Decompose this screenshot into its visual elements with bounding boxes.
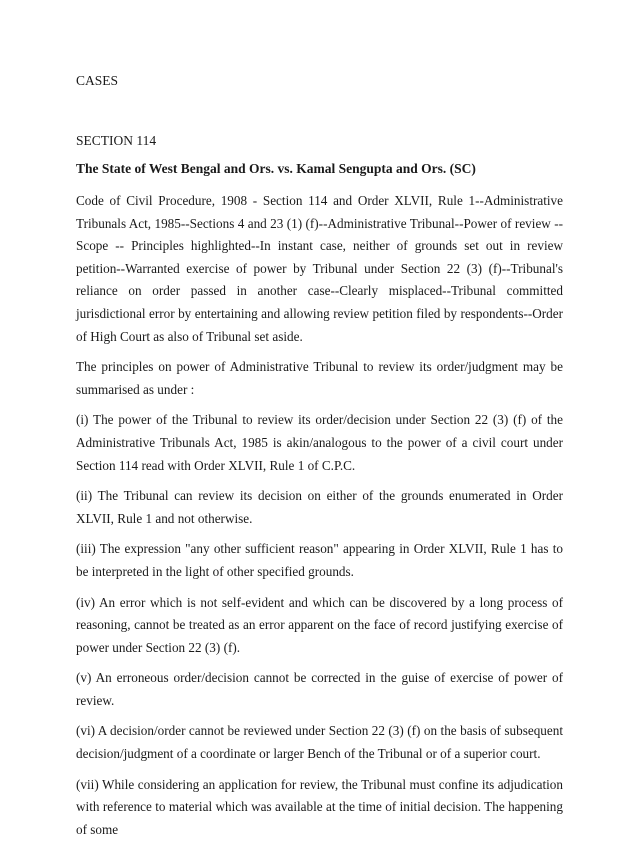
section-heading: SECTION 114 [76, 133, 157, 148]
principle-paragraph-vii: (vii) While considering an application for review, the Tribunal must confine its adjudication with reference to material which was available at the time of initial decision. The happening of some [76, 776, 563, 837]
principle-paragraph-vi: (vi) A decision/order cannot be reviewed under Section 22 (3) (f) on the basis of subsequent decision/judgment of a coordinate or larger Bench of the Tribunal or of a superior court. [76, 723, 563, 762]
principle-paragraph-ii: (ii) The Tribunal can review its decision on either of the grounds enumerated in Order XLVII, Rule 1 and not otherwise. [76, 488, 563, 526]
principles-intro-paragraph: The principles on power of Administrative Tribunal to review its order/judgment may be summarised as under : [76, 359, 563, 397]
document-body [76, 161, 563, 849]
principle-paragraph-iii: (iii) The expression "any other sufficient reason" appearing in Order XLVII, Rule 1 has to be interpreted in the light of other specified grounds. [76, 541, 563, 579]
headnote-paragraph: Code of Civil Procedure, 1908 - Section 114 and Order XLVII, Rule 1--Administrative Tribunals Act, 1985--Sections 4 and 23 (1) (f)--Administrative Tribunal--Power of review -- Scope -- Principles highlighted--In instant case, neither of grounds set out in review petition--Warranted exercise of power by Tribunal under Section 22 (3) (f)--Tribunal's reliance on order passed in another case--Clearly misplaced--Tribunal committed jurisdictional error by entertaining and allowing review petition filed by respondents--Order of High Court as also of Tribunal set aside. [76, 193, 563, 344]
document-heading: CASES [76, 73, 119, 88]
case-title: The State of West Bengal and Ors. vs. Kamal Sengupta and Ors. (SC) [76, 161, 476, 176]
principle-paragraph-iv: (iv) An error which is not self-evident and which can be discovered by a long process of reasoning, cannot be treated as an error apparent on the face of record justifying exercise of power under Section 22 (3) (f). [76, 594, 563, 655]
principle-paragraph-i: (i) The power of the Tribunal to review its order/decision under Section 22 (3) (f) of the Administrative Tribunals Act, 1985 is akin/analogous to the power of a civil court under Section 114 read with Order XLVII, Rule 1 of C.P.C. [76, 412, 563, 473]
principle-paragraph-v: (v) An erroneous order/decision cannot be corrected in the guise of exercise of power of review. [76, 670, 563, 708]
